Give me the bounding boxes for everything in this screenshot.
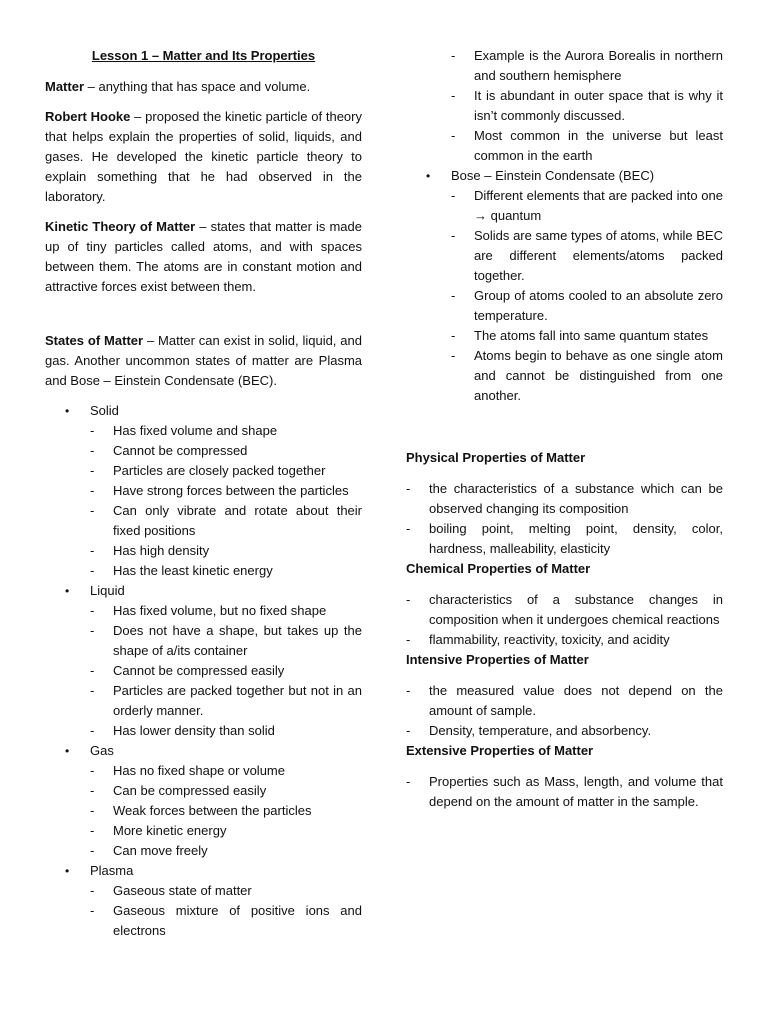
dash-icon: - [90,603,95,618]
list-item [90,621,362,661]
states-paragraph [45,331,362,391]
dash-icon: - [90,683,95,698]
dash-icon: - [406,592,411,607]
dash-icon: - [90,823,95,838]
list-item-text: boiling point, melting point, density, color, hardness, malleability, elasticity [429,521,723,556]
state-gas [45,741,362,861]
list-item-text: Has lower density than solid [113,723,275,738]
dash-icon: - [90,723,95,738]
dash-icon: - [90,423,95,438]
list-item-text: Has the least kinetic energy [113,563,273,578]
list-item [451,226,723,286]
list-item-text: Has fixed volume and shape [113,423,278,438]
list-item [451,86,723,126]
bullet-icon: • [65,584,70,598]
list-item [451,286,723,326]
kinetic-text: – states that matter is made up of tiny particles called atoms, and with spaces between them. The atoms are in constant motion and attractive forces exist between them. [45,219,362,294]
dash-icon: - [90,663,95,678]
state-solid [45,401,362,581]
list-item [406,721,723,741]
dash-icon: - [90,543,95,558]
list-item-text: Has fixed volume, but no fixed shape [113,603,327,618]
list-item-text: Does not have a shape, but takes up the shape of a/its container [113,623,362,658]
state-label: Bose – Einstein Condensate (BEC) [451,168,655,183]
list-item [451,326,723,346]
list-item-text: flammability, reactivity, toxicity, and acidity [429,632,670,647]
list-item [406,519,723,559]
dash-icon: - [406,723,411,738]
bullet-icon: • [65,864,70,878]
dash-icon: - [451,128,456,143]
list-item [451,46,723,86]
list-item-text: Particles are packed together but not in an orderly manner. [113,683,362,718]
list-item-text: Can move freely [113,843,208,858]
chemical-heading: Chemical Properties of Matter [406,561,591,576]
list-item [90,841,362,861]
hooke-paragraph [45,107,362,207]
hooke-text: – proposed the kinetic particle of theory that helps explain the properties of solid, liquids, and gases. He developed the kinetic particle theory to explain something that he had observed in the laboratory. [45,109,362,204]
hooke-term: Robert Hooke [45,109,131,124]
list-item [90,461,362,481]
left-column [45,46,362,941]
plasma-items [90,881,362,941]
state-label: Liquid [90,583,125,598]
dash-icon: - [406,774,411,789]
list-item [406,681,723,721]
list-item-text: the measured value does not depend on the amount of sample. [429,683,723,718]
list-item [406,479,723,519]
state-label: Plasma [90,863,134,878]
list-item-text: Properties such as Mass, length, and volume that depend on the amount of matter in the sample. [429,774,723,809]
dash-icon: - [90,803,95,818]
dash-icon: - [406,521,411,536]
state-bec [406,166,723,406]
list-item [90,901,362,941]
dash-icon: - [90,903,95,918]
dash-icon: - [451,228,456,243]
dash-icon: - [90,503,95,518]
bec-list [406,166,723,406]
list-item [90,541,362,561]
dash-icon: - [451,288,456,303]
list-item-text: Have strong forces between the particles [113,483,349,498]
kinetic-term: Kinetic Theory of Matter [45,219,196,234]
dash-icon: - [90,783,95,798]
list-item [90,821,362,841]
spacer [45,307,362,331]
dash-icon: - [451,328,456,343]
list-item [90,781,362,801]
dash-icon: - [90,443,95,458]
list-item-text: characteristics of a substance changes in composition when it undergoes chemical reactions [429,592,723,627]
spacer [406,406,723,448]
matter-definition [45,77,362,97]
list-item-text: Gaseous state of matter [113,883,252,898]
states-list [45,401,362,941]
list-item-text: Can be compressed easily [113,783,267,798]
list-item-text: Density, temperature, and absorbency. [429,723,652,738]
list-item [406,590,723,630]
list-item-text: Example is the Aurora Borealis in northern and southern hemisphere [474,48,723,83]
matter-term: Matter [45,79,85,94]
dash-icon: - [406,632,411,647]
list-item-text: More kinetic energy [113,823,227,838]
list-item [90,501,362,541]
list-item-text: The atoms fall into same quantum states [474,328,709,343]
dash-icon: - [406,683,411,698]
solid-items [90,421,362,581]
right-column [406,46,723,812]
list-item [90,881,362,901]
list-item-text: Weak forces between the particles [113,803,312,818]
list-item-text: Gaseous mixture of positive ions and electrons [113,903,362,938]
chemical-items [406,590,723,650]
list-item-text: Has no fixed shape or volume [113,763,285,778]
list-item-text: Has high density [113,543,210,558]
states-text: – Matter can exist in solid, liquid, and gas. Another uncommon states of matter are Plasma and Bose – Einstein Condensate (BEC). [45,333,362,388]
list-item-text: Solids are same types of atoms, while BEC are different elements/atoms packed together. [474,228,723,283]
list-item [90,681,362,721]
list-item-text: Cannot be compressed easily [113,663,285,678]
list-item [90,561,362,581]
extensive-heading: Extensive Properties of Matter [406,743,594,758]
intensive-heading: Intensive Properties of Matter [406,652,589,667]
list-item [90,441,362,461]
dash-icon: - [451,48,456,63]
dash-icon: - [90,563,95,578]
dash-icon: - [451,188,456,203]
extensive-items [406,772,723,812]
list-item [451,126,723,166]
dash-icon: - [90,483,95,498]
dash-icon: - [90,623,95,638]
dash-icon: - [451,88,456,103]
list-item-text: Group of atoms cooled to an absolute zero temperature. [474,288,723,323]
list-item [90,761,362,781]
list-item-text: It is abundant in outer space that is why it isn’t commonly discussed. [474,88,723,123]
list-item [90,661,362,681]
dash-icon: - [90,763,95,778]
bec-items [451,186,723,406]
dash-icon: - [90,883,95,898]
list-item-text: the characteristics of a substance which can be observed changing its composition [429,481,723,516]
list-item [90,421,362,441]
plasma-items-continued [451,46,723,166]
state-liquid [45,581,362,741]
dash-icon: - [451,348,456,363]
list-item [90,481,362,501]
matter-text: – anything that has space and volume. [84,79,311,94]
list-item-text: Cannot be compressed [113,443,248,458]
physical-heading: Physical Properties of Matter [406,450,586,465]
dash-icon: - [90,843,95,858]
state-label: Gas [90,743,114,758]
bullet-icon: • [426,169,431,183]
list-item [90,801,362,821]
list-item [451,346,723,406]
dash-icon: - [90,463,95,478]
states-term: States of Matter [45,333,144,348]
list-item-text: Atoms begin to behave as one single atom and cannot be distinguished from one another. [474,348,723,403]
list-item-text: Different elements that are packed into one → quantum [474,188,723,223]
bullet-icon: • [65,744,70,758]
kinetic-theory-paragraph [45,217,362,297]
list-item [90,721,362,741]
list-item-text: Can only vibrate and rotate about their fixed positions [113,503,362,538]
list-item-text: Particles are closely packed together [113,463,326,478]
list-item [451,186,723,226]
liquid-items [90,601,362,741]
state-label: Solid [90,403,119,418]
dash-icon: - [406,481,411,496]
bullet-icon: • [65,404,70,418]
lesson-title: Lesson 1 – Matter and Its Properties [91,48,316,63]
list-item [90,601,362,621]
intensive-items [406,681,723,741]
list-item [406,772,723,812]
gas-items [90,761,362,861]
physical-items [406,479,723,559]
list-item [406,630,723,650]
state-plasma [45,861,362,941]
list-item-text: Most common in the universe but least common in the earth [474,128,723,163]
